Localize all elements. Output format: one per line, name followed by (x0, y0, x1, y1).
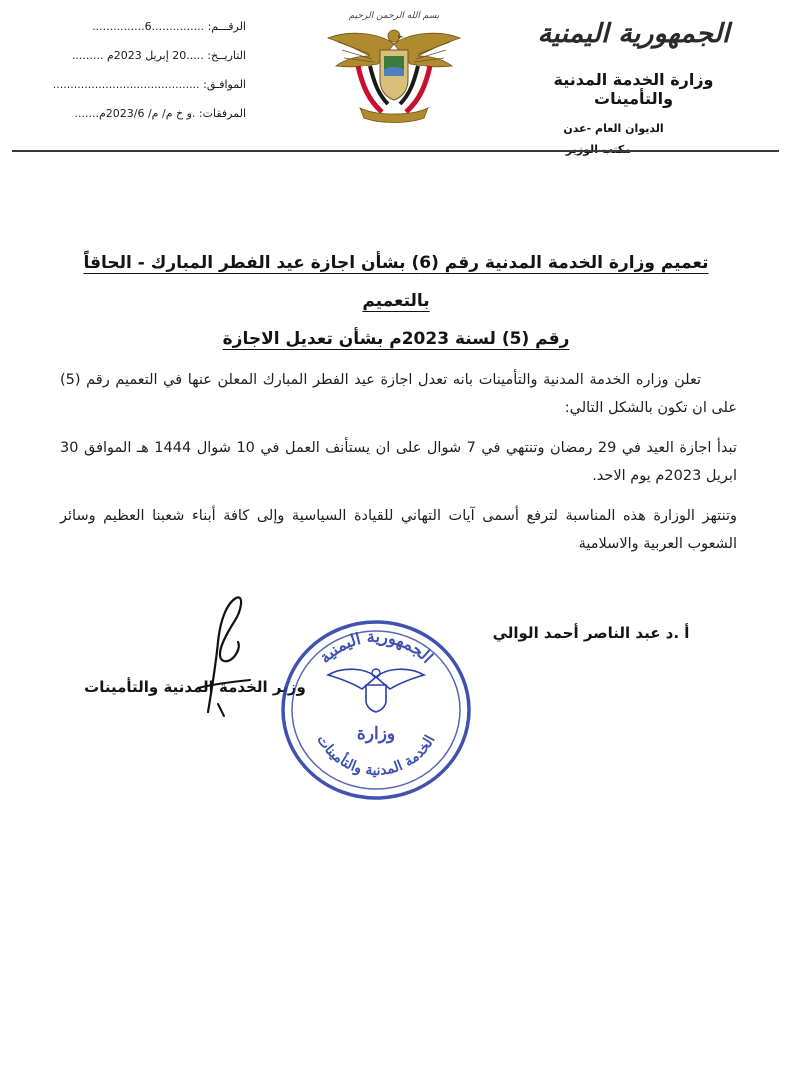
title-line-1: تعميم وزارة الخدمة المدنية رقم (6) بشأن اجازة عيد الفطر المبارك - الحاقاً بالتعميم (83, 253, 709, 311)
ref-number-value: ...............6............... (92, 20, 205, 33)
official-stamp (278, 615, 474, 805)
ref-date-label: التاريــخ: (207, 49, 246, 62)
ministry-block (516, 14, 751, 156)
department-name: الديوان العام -عدن (563, 122, 664, 135)
ref-number-label: الرقـــم: (207, 20, 246, 33)
ref-attachments-label: المرفقات: (198, 107, 246, 120)
signer-name: أ .د عبد الناصر أحمد الوالي (492, 624, 690, 642)
signature-scribble-icon (178, 592, 278, 722)
handwritten-signature (178, 592, 278, 722)
stamp-middle-text: وزارة (356, 724, 396, 744)
basmala: بسم الله الرحمن الرحيم (348, 11, 440, 21)
ref-attachments-value: .و خ م/ م/ 2023/6م....... (74, 107, 196, 120)
stamp-bottom-text: الخدمة المدنية والتأمينات (313, 732, 439, 779)
ref-corresponding-row (46, 70, 246, 99)
republic-name: الجمهورية اليمنية (537, 19, 730, 49)
eagle-emblem-icon (318, 4, 470, 134)
body-paragraph-1: تعلن وزاره الخدمة المدنية والتأمينات بانه تعدل اجازة عيد الفطر المبارك المعلن عنها في التعميم رقم (5) على ان تكون بالشكل التالي: (60, 372, 737, 416)
ref-attachments-row (46, 99, 246, 128)
ministry-name: وزارة الخدمة المدنية والتأمينات (553, 70, 714, 108)
ref-corresponding-value: .......................................... (52, 78, 200, 91)
letterhead (0, 0, 791, 152)
ref-number-row (46, 12, 246, 41)
ref-date-value: .....20 إبريل 2023م ......... (71, 49, 204, 62)
ministry-seal-icon (278, 615, 474, 805)
ref-corresponding-label: الموافـق: (203, 78, 246, 91)
header-divider (12, 150, 779, 152)
reference-block (46, 12, 246, 128)
body-paragraph-3: وتنتهز الوزارة هذه المناسبة لترفع أسمى آيات التهاني للقيادة السياسية وإلى كافة أبناء شعبنا العظيم وسائر الشعوب العربية والاسلامية (60, 508, 737, 552)
title-line-2: رقم (5) لسنة 2023م بشأن تعديل الاجازة (222, 329, 570, 349)
ref-date-row (46, 41, 246, 70)
national-emblem (318, 4, 470, 134)
body-paragraph-2: تبدأ اجازة العيد في 29 رمضان وتنتهي في 7 شوال على ان يستأنف العمل في 10 شوال 1444 هـ الموافق 30 ابريل 2023م يوم الاحد. (60, 440, 737, 484)
stamp-top-text: الجمهورية اليمنية (315, 626, 437, 667)
document-body (60, 366, 737, 570)
signer-title: وزير الخدمة المدنية والتأمينات (84, 678, 306, 696)
document-title (60, 244, 732, 358)
